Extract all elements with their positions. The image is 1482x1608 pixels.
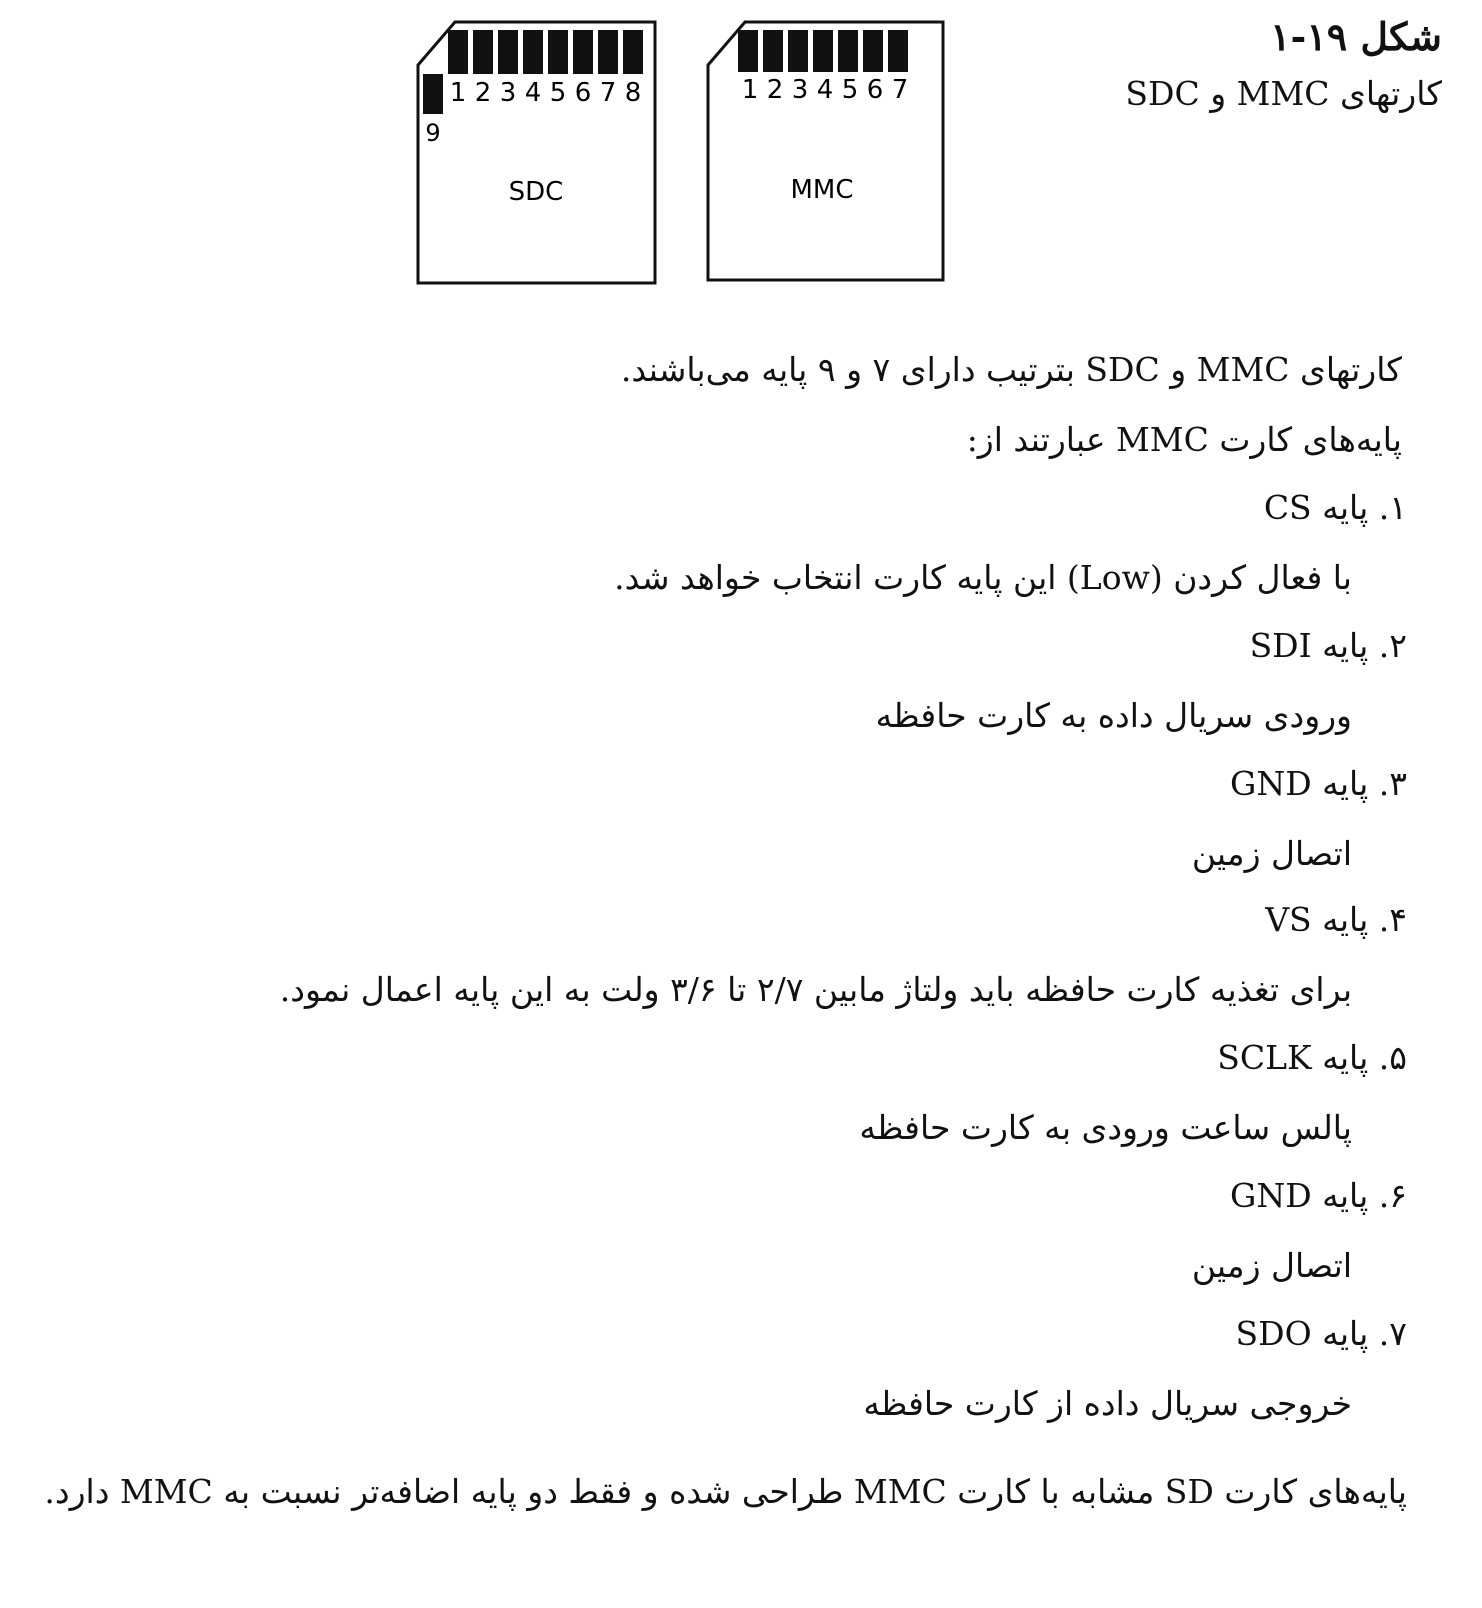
- intro-paragraph: کارتهای MMC و SDC بترتیب دارای ۷ و ۹ پایه می‌باشند.: [620, 350, 1402, 389]
- pin-desc-sdi: ورودی سریال داده به کارت حافظه: [875, 696, 1352, 735]
- mmc-pin-label: 5: [841, 75, 859, 105]
- figure-caption: کارتهای MMC و SDC: [1125, 74, 1442, 113]
- sdc-card: [418, 22, 655, 283]
- mmc-pin-label: 1: [741, 75, 759, 105]
- pin-title-cs: ۱. پایه CS: [1263, 488, 1407, 527]
- sdc-extra-pin-label: 9: [425, 119, 441, 147]
- mmc-pin-label: 7: [891, 75, 909, 105]
- mmc-pin-label: 3: [791, 75, 809, 105]
- sdc-pin-label: 2: [474, 78, 492, 108]
- sdc-pin-label: 5: [549, 78, 567, 108]
- closing-paragraph: پایه‌های کارت SD مشابه با کارت MMC طراحی شده و فقط دو پایه اضافه‌تر نسبت به MMC دارد.: [44, 1472, 1407, 1511]
- card-diagram: [0, 0, 1482, 300]
- mmc-pin-label: 2: [766, 75, 784, 105]
- pin-title-gnd-2: ۶. پایه GND: [1229, 1176, 1407, 1215]
- pin-desc-gnd-2: اتصال زمین: [1191, 1246, 1352, 1285]
- pin-title-vs: ۴. پایه VS: [1265, 900, 1407, 939]
- sdc-card-label: SDC: [508, 177, 564, 207]
- mmc-card: [708, 22, 943, 280]
- sdc-pin-label: 1: [449, 78, 467, 108]
- pin-desc-sclk: پالس ساعت ورودی به کارت حافظه: [859, 1108, 1352, 1147]
- pin-title-sclk: ۵. پایه SCLK: [1217, 1038, 1407, 1077]
- pin-desc-sdo: خروجی سریال داده از کارت حافظه: [863, 1384, 1352, 1423]
- sdc-pin-label: 7: [599, 78, 617, 108]
- mmc-card-label: MMC: [790, 175, 854, 205]
- mmc-pin-label: 6: [866, 75, 884, 105]
- sdc-pin-label: 3: [499, 78, 517, 108]
- pins-heading: پایه‌های کارت MMC عبارتند از:: [966, 420, 1402, 459]
- mmc-pin-label: 4: [816, 75, 834, 105]
- pin-desc-cs: با فعال کردن (Low) این پایه کارت انتخاب خواهد شد.: [614, 558, 1352, 597]
- pin-title-gnd: ۳. پایه GND: [1229, 764, 1407, 803]
- pin-desc-vs: برای تغذیه کارت حافظه باید ولتاژ مابین ۲/۷ تا ۳/۶ ولت به این پایه اعمال نمود.: [279, 970, 1352, 1009]
- pin-title-sdo: ۷. پایه SDO: [1235, 1314, 1407, 1353]
- sdc-pin-label: 6: [574, 78, 592, 108]
- mmc-pin-pads: [738, 30, 908, 72]
- pin-title-sdi: ۲. پایه SDI: [1249, 626, 1407, 665]
- sdc-pin-label: 4: [524, 78, 542, 108]
- sdc-pin-label: 8: [624, 78, 642, 108]
- figure-number: شکل ۱۹-۱: [1270, 14, 1442, 59]
- pin-desc-gnd: اتصال زمین: [1191, 834, 1352, 873]
